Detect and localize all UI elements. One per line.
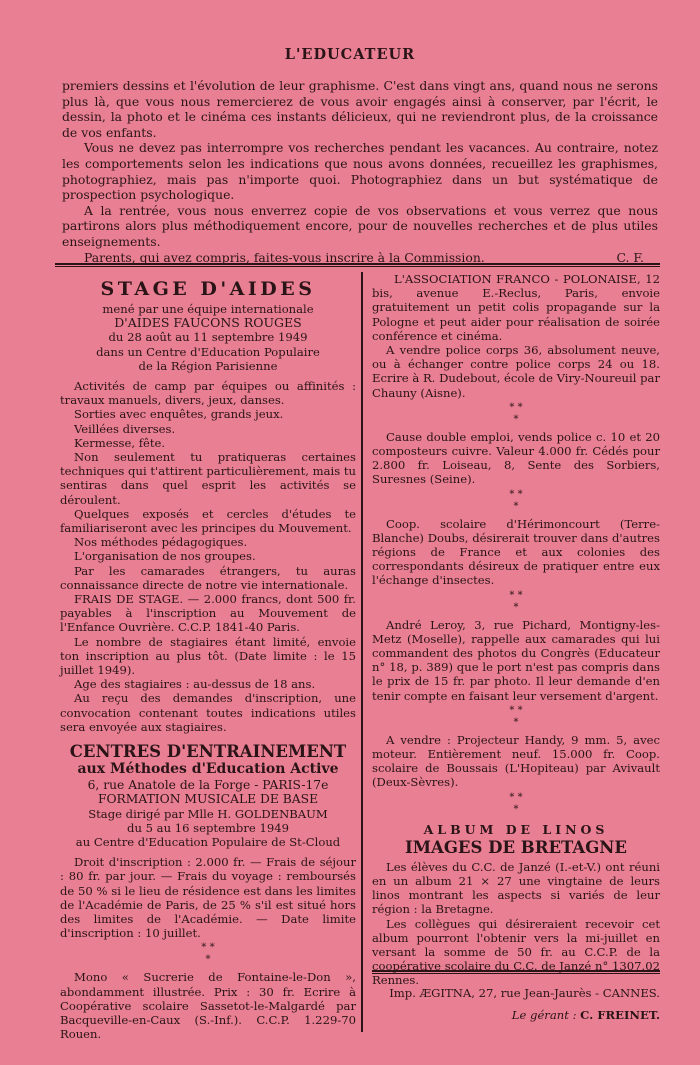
double-rule	[55, 263, 660, 267]
stage-line: mené par une équipe internationale	[102, 302, 314, 316]
intro-paragraph: Vous ne devez pas interrompre vos recherches pendant les vacances. Au contraire, notez les comportements selon les indications que nous avons données, recueillez les graphismes, photographiez, mais pas n'importe quoi. Photographiez dans un but systématique de prospection psychologique.	[62, 140, 658, 203]
separator-stars: * * *	[509, 589, 523, 613]
gerant-name: C. FREINET.	[580, 1008, 660, 1022]
notice: L'ASSOCIATION FRANCO - POLONAISE, 12 bis, avenue E.-Reclus, Paris, envoie gratuitement un petit colis propagande sur la Pologne et peut aider pour réalisation de soirée conférence et cinéma.	[372, 272, 660, 343]
notice: A vendre : Projecteur Handy, 9 mm. 5, avec moteur. Entièrement neuf. 15.000 fr. Coop. scolaire de Boussais (L'Hopiteau) par Avivault (Deux-Sèvres).	[372, 732, 660, 790]
mono-notice: Mono « Sucrerie de Fontaine-le-Don », abondamment illustrée. Prix : 30 fr. Ecrire à Coopérative scolaire Sassetot-le-Malgardé par Bacqueville-en-Caux (S.-Inf.). C.C.P. 1.229-70 Rouen.	[60, 970, 356, 1042]
notice: A vendre police corps 36, absolument neuve, ou à échanger contre police corps 24 ou 18. Ecrire à R. Dudebout, école de Viry-Noureuil par Chauny (Aisne).	[372, 343, 660, 400]
intro-text	[62, 78, 658, 265]
stage-paragraph: Nos méthodes pédagogiques.	[74, 535, 248, 550]
stage-paragraph: Au reçu des demandes d'inscription, une convocation contenant toutes indications utiles sera envoyée aux stagiaires.	[60, 691, 356, 734]
album-paragraph: Les collègues qui désireraient recevoir cet album pourront l'obtenir vers la mi-juillet en versant la somme de 50 fr. au C.C.P. de la coopérative scolaire du C.C. de Janzé n° 1307.02 Rennes.	[372, 916, 660, 988]
notice: Coop. scolaire d'Hérimoncourt (Terre-Blanche) Doubs, désirerait trouver dans d'autres régions de France et aux colonies des correspondants désireux de pratiquer entre eux l'échange d'insectes.	[372, 516, 660, 588]
stage-paragraph: L'organisation de nos groupes.	[74, 549, 256, 564]
notice: Cause double emploi, vends police c. 10 et 20 composteurs cuivre. Valeur 4.000 fr. Cédés pour 2.800 fr. Loiseau, 8, Sente des Sorbiers, Suresnes (Seine).	[372, 429, 660, 487]
imprint: Imp. ÆGITNA, 27, rue Jean-Jaurès - CANNES.	[389, 986, 660, 1000]
centres-subtitle: aux Méthodes d'Education Active	[77, 761, 339, 778]
separator-stars: * * *	[201, 942, 215, 966]
centres-formation: FORMATION MUSICALE DE BASE	[97, 792, 319, 807]
double-rule	[372, 970, 660, 974]
stage-paragraph: Le nombre de stagiaires étant limité, envoie ton inscription au plus tôt. (Date limite : le 15 juillet 1949).	[60, 634, 356, 678]
album-title: ALBUM DE LINOS	[423, 821, 609, 837]
stage-paragraph: Veillées diverses.	[74, 421, 176, 436]
centres-place: au Centre d'Education Populaire de St-Cloud	[75, 834, 341, 849]
stage-paragraph: Quelques exposés et cercles d'études te familiariseront avec les principes du Mouvement.	[60, 506, 356, 536]
left-column	[60, 278, 356, 1041]
stage-paragraph: Sorties avec enquêtes, grands jeux.	[74, 407, 284, 422]
stage-line: de la Région Parisienne	[138, 358, 278, 373]
stage-title: STAGE D'AIDES	[100, 278, 316, 300]
column-divider	[361, 272, 363, 1032]
stage-paragraph: Activités de camp par équipes ou affinités : travaux manuels, divers, jeux, danses.	[60, 379, 356, 408]
signature: C. F.	[616, 249, 644, 265]
centres-director: Stage dirigé par Mlle H. GOLDENBAUM	[88, 806, 328, 821]
right-column	[372, 272, 660, 988]
stage-paragraph: Age des stagiaires : au-dessus de 18 ans.	[74, 677, 316, 692]
stage-line: D'AIDES FAUCONS ROUGES	[114, 315, 302, 331]
centres-title: CENTRES D'ENTRAINEMENT	[69, 742, 347, 762]
intro-paragraph: Parents, qui avez compris, faites-vous inscrire à la Commission.	[84, 249, 485, 265]
stage-paragraph: Par les camarades étrangers, tu auras connaissance directe de notre vie internationale.	[60, 563, 356, 592]
gerant-label: Le gérant :	[511, 1008, 577, 1022]
centres-dates: du 5 au 16 septembre 1949	[127, 820, 289, 835]
running-head: L'EDUCATEUR	[284, 46, 416, 63]
stage-paragraph: Kermesse, fête.	[74, 435, 166, 450]
separator-stars: * * *	[509, 791, 523, 815]
gerant-line	[372, 1008, 660, 1022]
stage-fees: FRAIS DE STAGE. — 2.000 francs, dont 500 fr. payables à l'inscription au Mouvement de l'Enfance Ouvrière. C.C.P. 1841-40 Paris.	[60, 592, 356, 635]
intro-paragraph: premiers dessins et l'évolution de leur graphisme. C'est dans vingt ans, quand nous ne serons plus là, que vous nous remercierez de vous avoir engagés ainsi à conserver, par l'écrit, le dessin, la photo et le cinéma ces instants délicieux, qui ne reviendront plus, de la croissance de vos enfants.	[62, 78, 658, 140]
separator-stars: * * *	[509, 488, 523, 512]
centres-address: 6, rue Anatole de la Forge - PARIS-17e	[87, 778, 329, 793]
centres-paragraph: Droit d'inscription : 2.000 fr. — Frais de séjour : 80 fr. par jour. — Frais du voyage : remboursés de 50 % si le lieu de résidence est dans les limites de l'Académie de Paris, de 25 % s'il est situé hors des limites de l'Académie. — Date limite d'inscription : 10 juillet.	[60, 855, 356, 941]
stage-line: dans un Centre d'Education Populaire	[96, 344, 320, 359]
separator-stars: * * *	[509, 401, 523, 425]
stage-paragraph: Non seulement tu pratiqueras certaines techniques qui t'attirent particulièrement, mais tu sentiras dans quel esprit les activités se déroulent.	[60, 450, 356, 507]
separator-stars: * * *	[509, 704, 523, 728]
stage-line: du 28 août au 11 septembre 1949	[108, 330, 308, 345]
album-paragraph: Les élèves du C.C. de Janzé (I.-et-V.) ont réuni en un album 21 × 27 une vingtaine de leurs linos montrant les aspects si variés de leur région : la Bretagne.	[372, 859, 660, 917]
intro-paragraph: A la rentrée, vous nous enverrez copie de vos observations et vous verrez que nous partirons alors plus méthodiquement encore, pour de nouvelles recherches et de plus utiles enseignements.	[62, 202, 658, 249]
notice: André Leroy, 3, rue Pichard, Montigny-les-Metz (Moselle), rappelle aux camarades qui lui commandent des photos du Congrès (Educateur n° 18, p. 389) que le port n'est pas compris dans le prix de 15 fr. par photo. Il leur demande d'en tenir compte en faisant leur versement d'argent.	[372, 617, 660, 703]
album-subtitle: IMAGES DE BRETAGNE	[405, 837, 627, 857]
